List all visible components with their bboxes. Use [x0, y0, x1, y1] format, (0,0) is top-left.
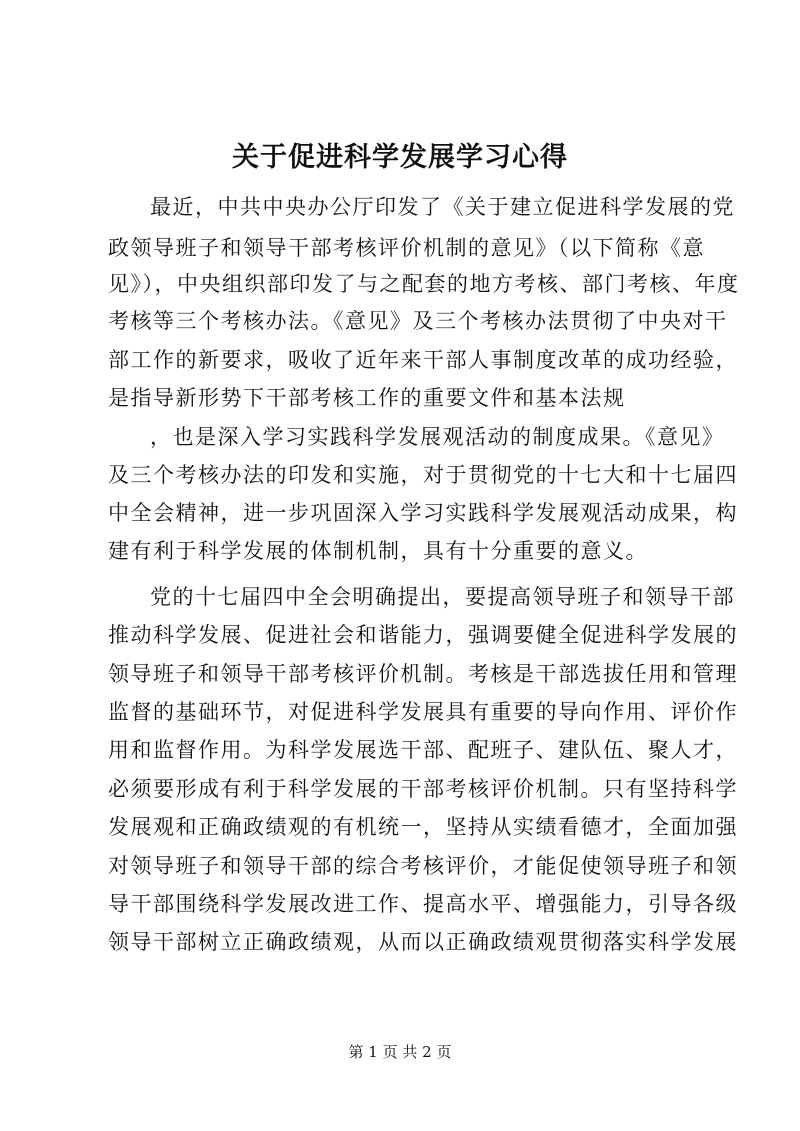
document-title: 关于促进科学发展学习心得 — [232, 142, 568, 173]
body-line: 用和监督作用。为科学发展选干部、配班子、建队伍、聚人才， — [108, 738, 738, 762]
body-line: 及三个考核办法的印发和实施，对于贯彻党的十七大和十七届四 — [108, 463, 738, 487]
body-line: 部工作的新要求，吸收了近年来干部人事制度改革的成功经验， — [108, 348, 738, 372]
body-line: 中全会精神，进一步巩固深入学习实践科学发展观活动成果，构 — [108, 501, 738, 525]
body-line: 政领导班子和领导干部考核评价机制的意见》（以下简称《意 — [108, 236, 705, 260]
body-line: 监督的基础环节，对促进科学发展具有重要的导向作用、评价作 — [108, 700, 738, 724]
body-line: 推动科学发展、促进社会和谐能力，强调要健全促进科学发展的 — [108, 623, 738, 647]
body-line: 导干部围绕科学发展改进工作、提高水平、增强能力，引导各级 — [108, 892, 738, 916]
body-line: 见》），中央组织部印发了与之配套的地方考核、部门考核、年度 — [108, 272, 740, 296]
body-line: 必须要形成有利于科学发展的干部考核评价机制。只有坚持科学 — [108, 777, 738, 801]
body-line: 对领导班子和领导干部的综合考核评价，才能促使领导班子和领 — [108, 854, 738, 878]
body-line: 考核等三个考核办法。《意见》及三个考核办法贯彻了中央对干 — [108, 309, 728, 333]
body-line: 发展观和正确政绩观的有机统一，坚持从实绩看德才，全面加强 — [108, 815, 738, 839]
body-line: 领导干部树立正确政绩观，从而以正确政绩观贯彻落实科学发展 — [108, 930, 738, 954]
page-number-footer: 第 1 页 共 2 页 — [348, 1043, 452, 1061]
body-line: 是指导新形势下干部考核工作的重要文件和基本法规 — [108, 386, 626, 410]
body-line: 领导班子和领导干部考核评价机制。考核是干部选拔任用和管理 — [108, 662, 738, 686]
body-line: 党的十七届四中全会明确提出，要提高领导班子和领导干部 — [150, 585, 735, 609]
body-line: ，也是深入学习实践科学发展观活动的制度成果。《意见》 — [150, 425, 725, 449]
body-line: 最近，中共中央办公厅印发了《关于建立促进科学发展的党 — [150, 195, 735, 219]
body-line: 建有利于科学发展的体制机制，具有十分重要的意义。 — [108, 539, 648, 563]
